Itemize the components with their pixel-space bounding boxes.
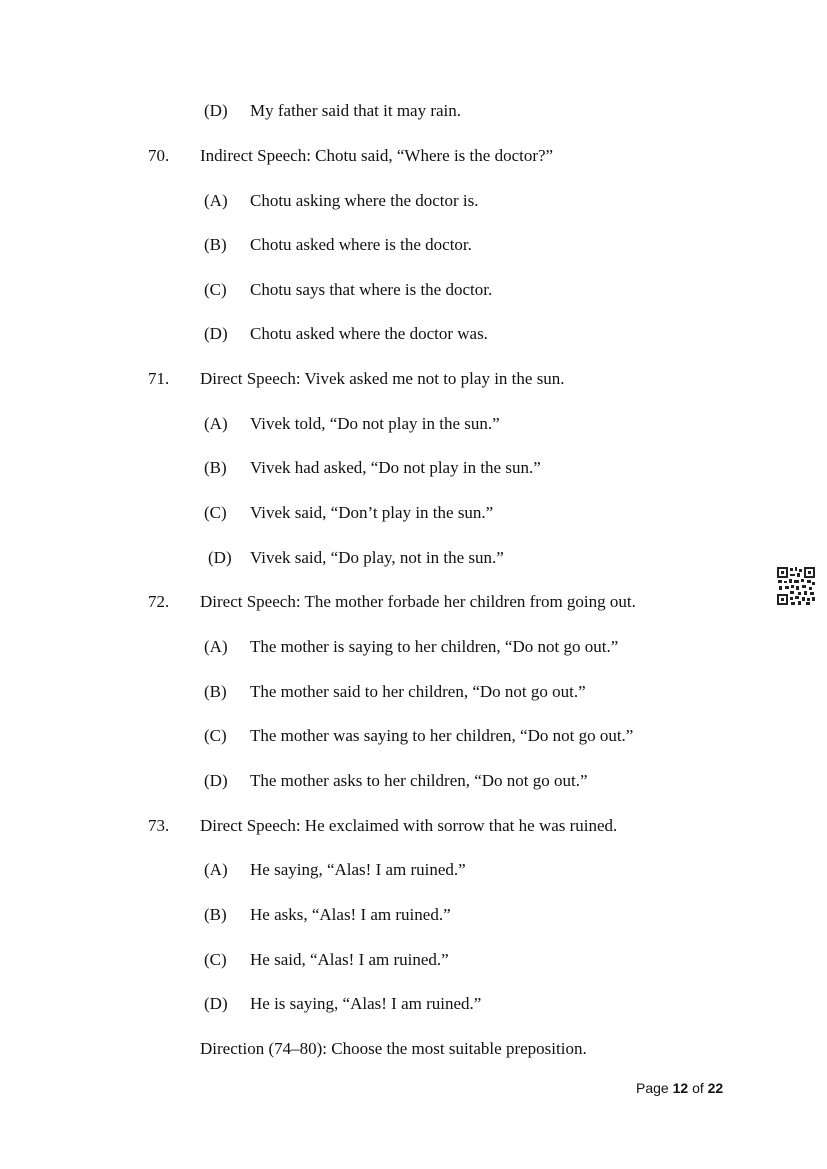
current-page: 12 (672, 1080, 689, 1096)
qr-code-icon (776, 566, 816, 606)
option-label: (A) (204, 860, 228, 879)
option-label: (C) (204, 503, 227, 522)
option-label: (A) (204, 414, 228, 433)
question-number: 72. (148, 592, 170, 611)
option-text: Vivek said, “Don’t play in the sun.” (250, 503, 494, 522)
option-text: My father said that it may rain. (250, 101, 462, 120)
option-text: The mother said to her children, “Do not go out.” (250, 682, 586, 701)
option-label: (C) (204, 726, 227, 745)
option-text: He is saying, “Alas! I am ruined.” (250, 994, 482, 1013)
option-text: The mother was saying to her children, “Do not go out.” (250, 726, 634, 745)
option-label: (A) (204, 191, 228, 210)
direction-label: Direction (74–80): Choose the most suitable preposition. (200, 1039, 587, 1058)
question-text: Direct Speech: He exclaimed with sorrow that he was ruined. (200, 816, 618, 835)
option-text: Vivek said, “Do play, not in the sun.” (250, 548, 504, 567)
option-text: Chotu asked where is the doctor. (250, 235, 472, 254)
question-text: Direct Speech: The mother forbade her children from going out. (200, 592, 636, 611)
option-label: (B) (204, 682, 227, 701)
question-number: 73. (148, 816, 170, 835)
option-text: He asks, “Alas! I am ruined.” (250, 905, 451, 924)
option-label: (C) (204, 950, 227, 969)
option-text: He said, “Alas! I am ruined.” (250, 950, 449, 969)
option-text: Vivek had asked, “Do not play in the sun.” (250, 458, 541, 477)
option-label: (D) (204, 771, 228, 790)
question-text: Indirect Speech: Chotu said, “Where is the doctor?” (200, 146, 554, 165)
option-label: (D) (204, 994, 228, 1013)
option-text: Chotu asking where the doctor is. (250, 191, 479, 210)
option-text: Chotu says that where is the doctor. (250, 280, 493, 299)
option-text: The mother asks to her children, “Do not go out.” (250, 771, 588, 790)
question-text: Direct Speech: Vivek asked me not to play in the sun. (200, 369, 565, 388)
option-text: Chotu asked where the doctor was. (250, 324, 488, 343)
option-label: (D) (208, 548, 232, 567)
total-pages: 22 (707, 1080, 724, 1096)
option-text: The mother is saying to her children, “Do not go out.” (250, 637, 619, 656)
of-word: of (692, 1080, 704, 1096)
option-label: (D) (204, 324, 228, 343)
page-word: Page (636, 1080, 669, 1096)
option-text: He saying, “Alas! I am ruined.” (250, 860, 466, 879)
option-label: (A) (204, 637, 228, 656)
option-label: (B) (204, 235, 227, 254)
option-label: (C) (204, 280, 227, 299)
question-number: 71. (148, 369, 170, 388)
option-label: (B) (204, 905, 227, 924)
page-number (636, 1080, 723, 1096)
question-number: 70. (148, 146, 170, 165)
option-label: (D) (204, 101, 228, 120)
option-text: Vivek told, “Do not play in the sun.” (250, 414, 500, 433)
option-label: (B) (204, 458, 227, 477)
